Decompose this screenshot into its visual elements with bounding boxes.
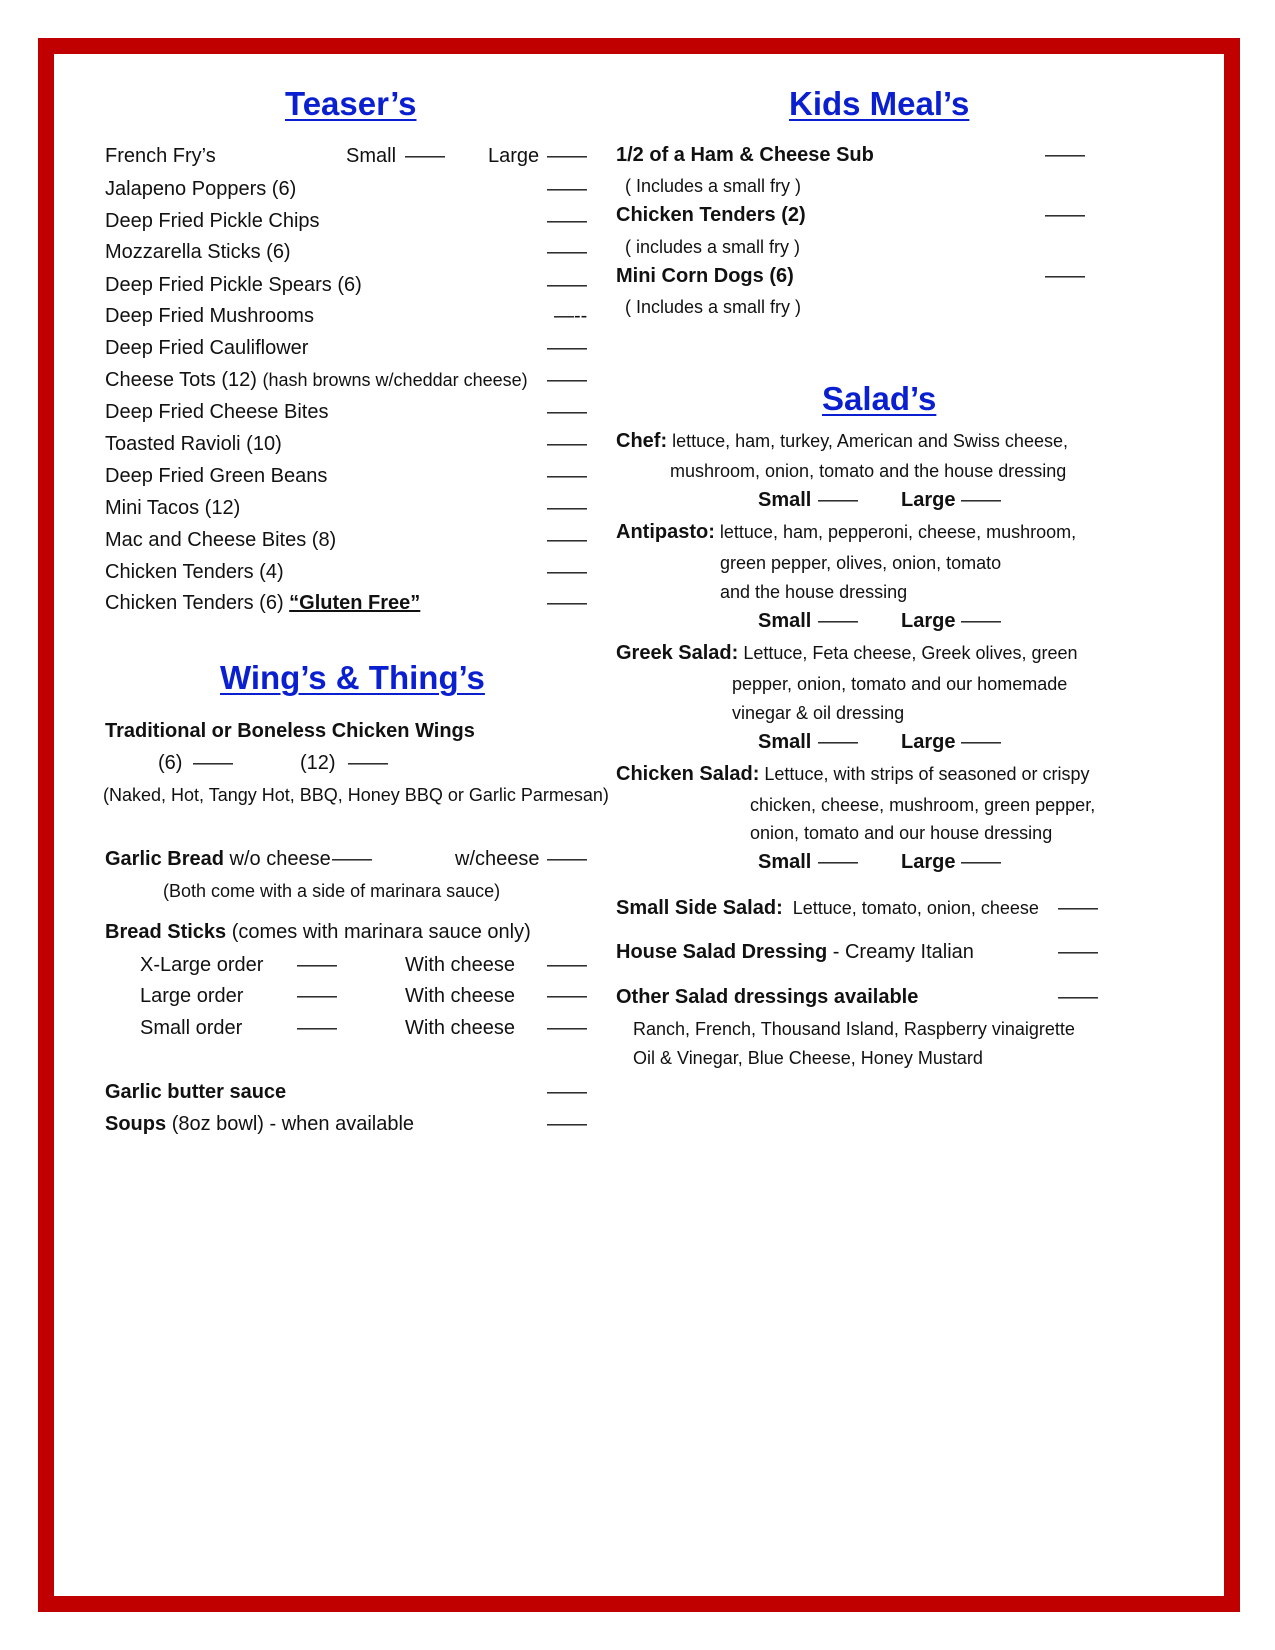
kids-item-price: ——: [1045, 265, 1085, 287]
kids-item-price: ——: [1045, 144, 1085, 166]
salad-large-price: ——: [961, 851, 1001, 873]
salad-item: [616, 641, 1078, 665]
bread-stick-price: ——: [297, 954, 337, 976]
teaser-item-price: ——: [547, 337, 587, 359]
teaser-item-name: Jalapeno Poppers (6): [105, 178, 297, 200]
salad-large-label: Large: [901, 851, 956, 873]
french-fry-small-price: ——: [405, 145, 445, 167]
teaser-item-price: ——: [547, 465, 587, 487]
teaser-item-price: ——: [547, 529, 587, 551]
salad-large-label: Large: [901, 610, 956, 632]
wings-heading: Wing’s & Thing’s: [220, 659, 485, 696]
other-dressings-price: ——: [1058, 986, 1098, 1008]
wings-twelve-price: ——: [348, 752, 388, 774]
bread-stick-size: X-Large order: [140, 954, 264, 976]
salad-large-price: ——: [961, 731, 1001, 753]
salad-desc-line: lettuce, ham, pepperoni, cheese, mushroom,: [719, 522, 1077, 542]
teaser-item-price: ——: [547, 497, 587, 519]
kids-item-price: ——: [1045, 204, 1085, 226]
teaser-item-price: ——: [547, 401, 587, 423]
teaser-item-name: Deep Fried Green Beans: [105, 465, 328, 487]
teaser-item-price: ——: [547, 210, 587, 232]
kids-item-name: Mini Corn Dogs (6): [616, 265, 794, 287]
garlic-bread-w-price: ——: [547, 848, 587, 870]
salad-small-label: Small: [758, 851, 812, 873]
french-fry-large-label: Large: [488, 145, 540, 167]
teaser-item-price: —--: [554, 305, 588, 327]
salad-small-label: Small: [758, 489, 812, 511]
teaser-item-price: ——: [547, 433, 587, 455]
salad-large-price: ——: [961, 610, 1001, 632]
house-dressing-row: [616, 940, 974, 964]
bread-stick-price: ——: [297, 985, 337, 1007]
teaser-item-name: Deep Fried Mushrooms: [105, 305, 314, 327]
wings-flavors: (Naked, Hot, Tangy Hot, BBQ, Honey BBQ or Garlic Parmesan): [103, 785, 609, 805]
kids-item-name: 1/2 of a Ham & Cheese Sub: [616, 144, 874, 166]
salad-item: [616, 762, 1090, 786]
side-salad-name: Small Side Salad:: [616, 897, 783, 919]
french-fry-large-price: ——: [547, 145, 587, 167]
teaser-item-name: Chicken Tenders (4): [105, 561, 284, 583]
bread-sticks-name: Bread Sticks: [105, 921, 227, 943]
garlic-bread-wo-price: ——: [332, 848, 372, 870]
bread-sticks-note: (comes with marinara sauce only): [231, 921, 531, 943]
teaser-item-name: Cheese Tots (12) (hash browns w/cheddar cheese): [105, 369, 528, 391]
bread-stick-cheese: With cheese: [405, 1017, 516, 1039]
gluten-free-tag: “Gluten Free”: [289, 592, 421, 614]
teaser-item-name: Deep Fried Pickle Spears (6): [105, 274, 362, 296]
kids-heading: Kids Meal’s: [789, 85, 970, 122]
side-salad-price: ——: [1058, 897, 1098, 919]
soups-price: ——: [547, 1113, 587, 1135]
teasers-heading: Teaser’s: [285, 85, 417, 122]
kids-item-note: ( includes a small fry ): [625, 237, 801, 257]
wings-six-label: (6): [158, 752, 183, 774]
bread-stick-cheese: With cheese: [405, 985, 516, 1007]
salad-name: Chicken Salad:: [616, 763, 760, 785]
garlic-bread-row: [105, 847, 331, 871]
soups-name: Soups: [105, 1113, 167, 1135]
salad-desc-line: pepper, onion, tomato and our homemade: [732, 674, 1068, 694]
bread-stick-size: Small order: [140, 1017, 243, 1039]
salad-large-price: ——: [961, 489, 1001, 511]
soups-note: (8oz bowl) - when available: [171, 1113, 415, 1135]
garlic-butter-price: ——: [547, 1081, 587, 1103]
salad-small-price: ——: [818, 851, 858, 873]
salad-desc-line: onion, tomato and our house dressing: [750, 823, 1053, 843]
salad-desc-line: lettuce, ham, turkey, American and Swiss cheese,: [672, 431, 1068, 451]
salad-item: [616, 520, 1076, 544]
salad-desc-line: Lettuce, Feta cheese, Greek olives, green: [743, 643, 1078, 663]
other-dressings-list: Oil & Vinegar, Blue Cheese, Honey Mustard: [633, 1048, 983, 1068]
bread-stick-cheese: With cheese: [405, 954, 516, 976]
teaser-item-note: (hash browns w/cheddar cheese): [262, 370, 528, 390]
teaser-item-name: Mozzarella Sticks (6): [105, 241, 291, 263]
side-salad-row: [616, 896, 1039, 920]
salad-name: Chef:: [616, 430, 668, 452]
salad-name: Greek Salad:: [616, 642, 739, 664]
garlic-bread-name: Garlic Bread: [105, 848, 224, 870]
teaser-item-price: ——: [547, 178, 587, 200]
salads-heading: Salad’s: [822, 380, 937, 417]
teaser-item-name: Mini Tacos (12): [105, 497, 241, 519]
teaser-item-name: Deep Fried Cheese Bites: [105, 401, 329, 423]
salad-name: Antipasto:: [616, 521, 715, 543]
salad-large-label: Large: [901, 731, 956, 753]
other-dressings-list: Ranch, French, Thousand Island, Raspberry vinaigrette: [633, 1019, 1075, 1039]
salad-small-label: Small: [758, 610, 812, 632]
bread-stick-cheese-price: ——: [547, 1017, 587, 1039]
wings-twelve-label: (12): [300, 752, 336, 774]
teaser-item-price: ——: [547, 592, 587, 614]
salad-item: [616, 429, 1068, 453]
bread-stick-cheese-price: ——: [547, 985, 587, 1007]
teaser-item-name: Toasted Ravioli (10): [105, 433, 282, 455]
house-dressing-price: ——: [1058, 941, 1098, 963]
teaser-item-price: ——: [547, 274, 587, 296]
teaser-item-price: ——: [547, 369, 587, 391]
salad-desc-line: green pepper, olives, onion, tomato: [720, 553, 1002, 573]
salad-small-price: ——: [818, 489, 858, 511]
soups-row: [105, 1112, 414, 1136]
bread-sticks-row: [105, 920, 531, 944]
salad-small-price: ——: [818, 731, 858, 753]
salad-desc-line: vinegar & oil dressing: [732, 703, 905, 723]
wings-six-price: ——: [193, 752, 233, 774]
bread-stick-size: Large order: [140, 985, 244, 1007]
salad-small-label: Small: [758, 731, 812, 753]
salad-desc-line: and the house dressing: [720, 582, 908, 602]
french-fry-small-label: Small: [346, 145, 397, 167]
wings-title: Traditional or Boneless Chicken Wings: [105, 720, 475, 742]
teaser-item-name: Chicken Tenders (6) “Gluten Free”: [105, 592, 421, 614]
teaser-item-name: Deep Fried Cauliflower: [105, 337, 309, 359]
kids-item-name: Chicken Tenders (2): [616, 204, 806, 226]
salad-desc-line: mushroom, onion, tomato and the house dressing: [670, 461, 1067, 481]
teaser-item-price: ——: [547, 561, 587, 583]
salad-desc-line: chicken, cheese, mushroom, green pepper,: [750, 795, 1096, 815]
teaser-item-price: ——: [547, 241, 587, 263]
salad-small-price: ——: [818, 610, 858, 632]
garlic-bread-note: (Both come with a side of marinara sauce): [163, 881, 501, 901]
house-dressing-desc: - Creamy Italian: [832, 941, 974, 963]
kids-item-note: ( Includes a small fry ): [625, 297, 802, 317]
kids-item-note: ( Includes a small fry ): [625, 176, 802, 196]
teaser-item-name: Mac and Cheese Bites (8): [105, 529, 337, 551]
salad-large-label: Large: [901, 489, 956, 511]
teaser-item-name: Deep Fried Pickle Chips: [105, 210, 320, 232]
house-dressing-name: House Salad Dressing: [616, 941, 828, 963]
bread-stick-price: ——: [297, 1017, 337, 1039]
salad-desc-line: Lettuce, with strips of seasoned or crispy: [764, 764, 1090, 784]
french-fry-name: French Fry’s: [105, 145, 216, 167]
bread-stick-cheese-price: ——: [547, 954, 587, 976]
garlic-bread-w-label: w/cheese: [455, 848, 540, 870]
side-salad-desc: Lettuce, tomato, onion, cheese: [792, 898, 1039, 918]
other-dressings-name: Other Salad dressings available: [616, 986, 919, 1008]
garlic-bread-wo-label: w/o cheese: [229, 848, 331, 870]
garlic-butter-name: Garlic butter sauce: [105, 1081, 287, 1103]
